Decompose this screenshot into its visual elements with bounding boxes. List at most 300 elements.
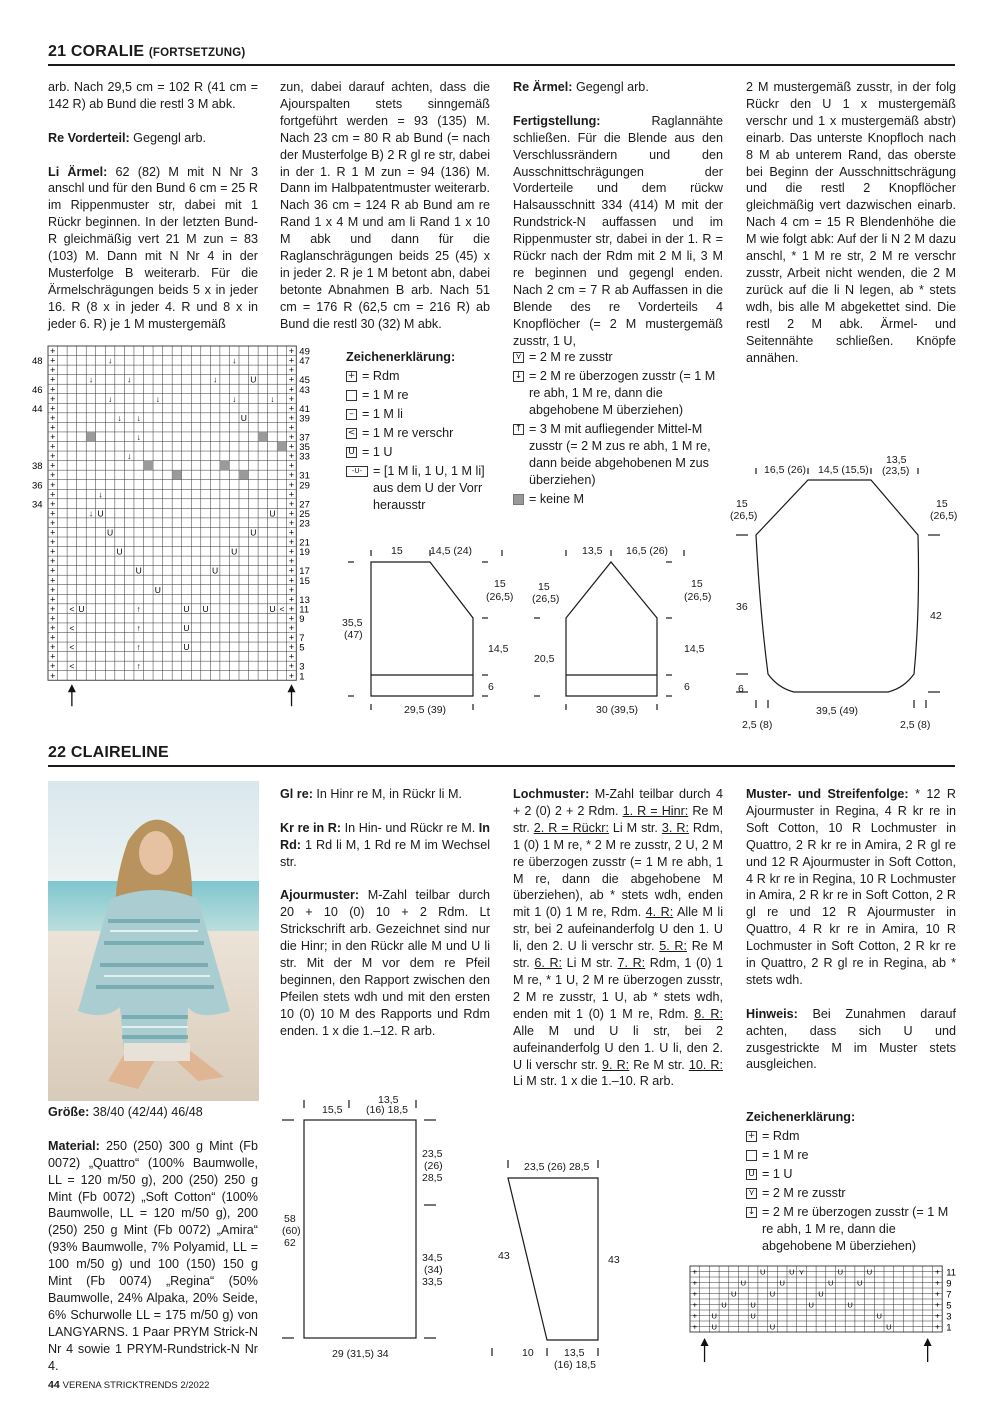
magazine-name: VERENA STRICKTRENDS 2/2022 <box>62 1380 210 1391</box>
size-material-column <box>48 1104 258 1374</box>
stitch-symbol-icon: < <box>69 661 75 672</box>
legend-symbol-icon: U <box>746 1169 757 1180</box>
stitch-symbol-icon: U <box>711 1322 717 1332</box>
stitch-symbol-icon: ↓ <box>88 508 94 519</box>
stitch-symbol-icon: U <box>837 1267 844 1277</box>
stitch-symbol-icon: U <box>183 603 190 614</box>
edge-stitch-icon: + <box>50 613 56 624</box>
legend-symbol-icon: ↓ <box>514 371 523 382</box>
dim-label: 2,5 (8) <box>900 719 931 731</box>
legend-text: = Rdm <box>362 368 400 383</box>
dim-label: (26,5) <box>684 591 712 603</box>
stitch-symbol-icon: U <box>183 623 190 633</box>
edge-stitch-icon: + <box>935 1322 940 1332</box>
stitch-symbol-icon: U <box>154 584 161 595</box>
dim-label: 14,5 (15,5) <box>818 464 869 476</box>
stitch-symbol-icon: U <box>808 1300 814 1310</box>
stitch-symbol-icon: U <box>779 1278 785 1288</box>
edge-stitch-icon: + <box>288 346 295 357</box>
legend-item <box>746 1166 958 1183</box>
stitch-symbol-icon: U <box>769 1322 776 1332</box>
legend-text: = 1 M re <box>762 1148 809 1162</box>
text-column-3 <box>513 79 723 349</box>
edge-stitch-icon: + <box>935 1311 940 1321</box>
row-number: 39 <box>299 413 310 425</box>
edge-stitch-icon: + <box>288 508 295 519</box>
row-number: 47 <box>299 356 310 368</box>
legend-symbol-icon: ↑ <box>514 424 523 434</box>
schematic-front-piece <box>338 540 518 720</box>
edge-stitch-icon: + <box>288 441 295 452</box>
text: M-Zahl teilbar durch 4 + 2 (0) 2 + 2 Rdm. <box>513 787 723 818</box>
legend-symbol-icon: ⋎ <box>746 1188 757 1199</box>
legend-item <box>346 425 496 442</box>
legend-symbol-icon: -U- <box>346 466 368 477</box>
dim-label: 43 <box>498 1250 510 1262</box>
row-number: 29 <box>299 480 310 492</box>
row-number: 5 <box>299 642 305 654</box>
row-number: 31 <box>299 470 310 482</box>
pattern-number-title: 22 CLAIRELINE <box>48 744 169 761</box>
legend-item <box>346 387 496 404</box>
material-paragraph <box>48 1138 258 1375</box>
dim-label: (34) <box>424 1264 443 1276</box>
photo-illustration <box>48 781 259 1101</box>
row-number: 37 <box>299 432 310 444</box>
dim-label: 15,5 <box>322 1104 343 1116</box>
stitch-symbol-icon: U <box>789 1267 795 1277</box>
pattern-number-title: 21 CORALIE <box>48 43 145 60</box>
row-number: 25 <box>299 508 310 520</box>
text: Bei Zunahmen darauf achten, dass sich U und zusgestrickte M im Muster stets ausgleichen. <box>746 1006 956 1072</box>
text: Rdm, 1 (0) 1 M re, * 2 M re zusstr, 2 U, 2 M re überzogen zusstr (= 1 M re abh, 1 M re, dann die abgehobene M überziehen), ab * stets wdh, enden mit 1 (0) 1 M re, Rdm. <box>513 820 723 920</box>
paragraph: 2 M mustergemäß zusstr, in der folg Rückr den U 1 x mustergemäß verschr und 1 x mustergemäß abstr) einarb. Das unterste Knopfloch nach 8 M ab unterem Rand, das oberste bei Beginn der Ausschnittschrägung und die restl 2 Knopflöcher gleichmäßig vert dazwischen einarb. Nach 4 cm = 15 R Blendenhöhe die M wie folgt abk: Auf der li N 2 M dazu anschl, * 1 M re str, 2 M re verschr zusstr, Arbeit nicht wenden, die 2 M zurück auf die li N legen, ab * stets wdh, bis alle M abgekettet sind. Die restl 2 M abk. Ärmel- und Seitennähte schließen. Knöpfe annähen. <box>746 80 956 365</box>
edge-stitch-icon: + <box>50 556 56 567</box>
stitch-symbol-icon: U <box>135 565 142 576</box>
stitch-symbol-icon: U <box>769 1289 776 1299</box>
page-number: 44 <box>48 1379 60 1391</box>
edge-stitch-icon: + <box>50 432 56 442</box>
legend-text: = 2 M re überzogen zusstr (= 1 M re abh, 1 M re, dann die abgehobene M überziehen) <box>762 1205 949 1254</box>
edge-stitch-icon: + <box>288 498 295 509</box>
label: Größe: <box>48 1105 90 1119</box>
dim-label: 14,5 <box>488 643 509 655</box>
stitch-symbol-icon: U <box>721 1300 727 1310</box>
edge-stitch-icon: + <box>50 346 56 357</box>
stitch-symbol-icon: < <box>69 603 75 614</box>
dim-label: (60) <box>282 1225 301 1237</box>
edge-stitch-icon: + <box>50 594 56 605</box>
edge-stitch-icon: + <box>288 565 295 576</box>
legend-symbol-icon <box>513 494 524 505</box>
edge-stitch-icon: + <box>50 374 56 385</box>
stitch-symbol-icon: U <box>250 374 257 385</box>
schematic-sleeve-2 <box>490 1148 640 1373</box>
edge-stitch-icon: + <box>288 556 295 567</box>
legend-text: = 1 M re verschr <box>362 426 454 441</box>
legend-item <box>513 368 723 419</box>
paragraph <box>48 130 258 147</box>
legend-item <box>346 444 496 461</box>
legend-item <box>513 491 723 508</box>
text: Li M str. <box>608 820 662 835</box>
edge-stitch-icon: + <box>288 575 295 586</box>
text: Alle M li str, bei 2 aufeinanderfolg U den 1. U li, den 2. U li verschr str. <box>513 905 723 954</box>
row-number: 7 <box>299 633 305 645</box>
arrow-head-icon <box>701 1338 709 1346</box>
row-number: 11 <box>946 1267 957 1279</box>
legend-text: = 1 U <box>762 1167 793 1182</box>
stitch-symbol-icon: U <box>269 603 276 614</box>
edge-stitch-icon: + <box>288 517 295 528</box>
no-stitch-cell <box>172 470 182 480</box>
legend-symbol-icon: + <box>347 370 356 381</box>
edge-stitch-icon: + <box>288 594 295 605</box>
label: Gl re: <box>280 787 313 801</box>
row-number: 35 <box>299 442 310 454</box>
arrow-head-icon <box>68 684 76 692</box>
dim-label: (26,5) <box>486 591 514 603</box>
stitch-symbol-icon: ↓ <box>107 355 113 366</box>
stitch-symbol-icon: U <box>78 603 85 614</box>
label: Hinweis: <box>746 1006 798 1021</box>
arrow-head-icon <box>288 684 296 692</box>
legend-item <box>746 1185 958 1202</box>
edge-stitch-icon: + <box>50 470 56 481</box>
text: Rdm, 1 (0) 1 M re, * 1 U, 2 M re überzogen zusstr, 2 M re zusstr, 1 U, ab * stets wdh, enden mit 1 (0) 1 M re, Rdm. <box>513 956 723 1021</box>
edge-stitch-icon: + <box>288 603 295 614</box>
legend-item <box>746 1128 958 1145</box>
stitch-symbol-icon: U <box>857 1278 863 1288</box>
row-number: 3 <box>946 1311 952 1323</box>
stitch-symbol-icon: U <box>97 508 104 519</box>
no-stitch-cell <box>220 461 230 471</box>
stitch-symbol-icon: ↓ <box>136 432 141 442</box>
edge-stitch-icon: + <box>50 546 56 557</box>
edge-stitch-icon: + <box>288 470 295 481</box>
continuation-label: (FORTSETZUNG) <box>148 47 246 59</box>
legend-symbol-icon: ↓ <box>747 1207 756 1218</box>
stitch-symbol-icon: U <box>750 1311 756 1321</box>
dim-label: 2,5 (8) <box>742 719 773 731</box>
stitch-symbol-icon: ↓ <box>155 393 160 404</box>
chart-grid <box>688 1262 958 1362</box>
edge-stitch-icon: + <box>288 623 295 633</box>
label: Material: <box>48 1138 100 1153</box>
edge-stitch-icon: + <box>50 422 56 433</box>
legend-text: = 3 M mit aufliegender Mittel-M zusstr (= 2 M zus re abh, 1 M re, dann beide abgehobenen M zus überziehen) <box>529 422 711 487</box>
legend-symbol-icon <box>346 390 357 401</box>
stitch-symbol-icon: U <box>740 1278 747 1288</box>
row-number: 34 <box>32 499 43 511</box>
dim-label: 6 <box>488 681 494 693</box>
no-stitch-cell <box>239 470 249 480</box>
label: Muster- und Streifenfolge: <box>746 787 909 801</box>
stitch-symbol-icon: U <box>250 527 257 538</box>
stitch-symbol-icon: ↓ <box>88 374 94 385</box>
dim-label: 30 (39,5) <box>596 704 639 716</box>
dim-label: 6 <box>684 681 690 693</box>
legend-symbol-icon <box>746 1150 757 1161</box>
dim-label: 36 <box>736 601 748 613</box>
paragraph: arb. Nach 29,5 cm = 102 R (41 cm = 142 R) ab Bund die restl 3 M abk. <box>48 80 258 111</box>
text: 62 (82) M mit N Nr 3 anschl und für den Bund 6 cm = 25 R im Rippenmuster str, dabei mit 1 Rückr beginnen. In der letzten Bund-R gleichmäßig vert 21 M zun = 83 (103) M. Dann mit N Nr 4 in der Musterfolge B weiterarb. Für die Ärmelschrägungen beids 5 x in jeder 16. R (8 x in jeder 4. R und 8 x in jeder 6. R) je 1 M mustergemäß <box>48 164 258 331</box>
legend-item <box>513 349 723 366</box>
label: Li Ärmel: <box>48 164 108 179</box>
symbol-legend-1 <box>346 349 496 516</box>
text: In Hin- und Rückr re M. <box>341 820 479 835</box>
dim-label: 14,5 <box>684 643 705 655</box>
dim-label: 16,5 (26) <box>764 464 807 476</box>
edge-stitch-icon: + <box>50 489 56 500</box>
text-column-1 <box>48 79 258 333</box>
page-footer <box>48 1377 209 1395</box>
header-rule <box>48 765 955 767</box>
row-ref: 3. R: <box>661 820 689 835</box>
label: Re Vorderteil: <box>48 130 130 145</box>
label: In Rd: <box>280 820 490 852</box>
paragraph <box>48 164 258 333</box>
row-number: 19 <box>299 547 310 559</box>
symbol-legend-3 <box>746 1109 958 1257</box>
edge-stitch-icon: + <box>50 661 56 672</box>
edge-stitch-icon: + <box>692 1278 698 1288</box>
edge-stitch-icon: + <box>50 479 56 490</box>
dim-label: 16,5 (26) <box>626 545 669 557</box>
legend-item <box>346 463 496 514</box>
dim-label: 13,5 <box>564 1347 585 1359</box>
stitch-symbol-icon: ↓ <box>213 374 218 385</box>
legend-item <box>346 368 496 385</box>
text: Gegengl arb. <box>129 130 206 145</box>
row-number: 27 <box>299 499 310 511</box>
edge-stitch-icon: + <box>288 422 295 433</box>
row-ref: 10. R: <box>688 1057 723 1072</box>
dim-label: 15 <box>691 578 703 590</box>
stitch-symbol-icon: U <box>212 565 219 576</box>
edge-stitch-icon: + <box>50 651 56 662</box>
edge-stitch-icon: + <box>50 403 56 414</box>
row-number: 13 <box>299 594 310 606</box>
edge-stitch-icon: + <box>50 412 56 423</box>
text: Re M str. <box>629 1057 689 1072</box>
dim-label: 34,5 <box>422 1252 443 1264</box>
edge-stitch-icon: + <box>935 1300 940 1310</box>
legend-text: = 1 M li <box>362 407 403 422</box>
dim-label: (26,5) <box>532 593 560 605</box>
edge-stitch-icon: + <box>935 1267 940 1277</box>
dim-label: (47) <box>344 629 363 641</box>
paragraph <box>746 1006 956 1074</box>
dim-label: 15 <box>936 498 948 510</box>
row-ref: 5. R: <box>659 939 688 954</box>
stitch-symbol-icon: U <box>269 508 276 519</box>
stitch-symbol-icon: U <box>116 546 123 557</box>
dim-label: 10 <box>522 1347 534 1359</box>
text: Re M str. <box>513 939 723 971</box>
legend-text: = keine M <box>529 491 584 506</box>
legend-text: = Rdm <box>762 1128 800 1143</box>
row-number: 45 <box>299 375 310 387</box>
row-number: 48 <box>32 356 43 368</box>
edge-stitch-icon: + <box>288 479 295 490</box>
symbol-legend-2 <box>513 349 723 510</box>
dim-label: 15 <box>391 545 403 557</box>
row-number: 44 <box>32 403 43 415</box>
dim-label: 23,5 <box>422 1148 443 1160</box>
dim-label: 42 <box>930 610 942 622</box>
legend-text: = 2 M re zusstr <box>529 350 613 364</box>
row-number: 43 <box>299 384 310 396</box>
row-number: 9 <box>946 1278 952 1290</box>
schematic-sleeve <box>728 452 960 734</box>
row-number: 1 <box>299 671 305 683</box>
pattern-column-2 <box>280 786 490 1040</box>
edge-stitch-icon: + <box>50 384 56 395</box>
edge-stitch-icon: + <box>288 661 295 672</box>
dim-label: 20,5 <box>534 653 555 665</box>
edge-stitch-icon: + <box>288 489 295 500</box>
dim-label: 13,5 <box>378 1094 399 1106</box>
edge-stitch-icon: + <box>692 1300 698 1310</box>
label: Lochmuster: <box>513 787 590 801</box>
legend-text: = 2 M re zusstr <box>762 1186 846 1201</box>
row-ref: 7. R: <box>617 956 646 971</box>
row-number: 1 <box>946 1322 952 1334</box>
stitch-symbol-icon: U <box>202 603 209 614</box>
edge-stitch-icon: + <box>288 537 295 548</box>
chart-grid <box>30 342 330 730</box>
stitch-symbol-icon: ↓ <box>98 489 103 500</box>
dim-label: (26) <box>424 1160 443 1172</box>
no-stitch-cell <box>277 442 287 452</box>
dim-label: (23,5) <box>882 465 910 477</box>
paragraph <box>513 113 723 350</box>
edge-stitch-icon: + <box>288 365 295 376</box>
dim-label: 28,5 <box>422 1172 443 1184</box>
edge-stitch-icon: + <box>288 432 295 442</box>
row-number: 15 <box>299 575 310 587</box>
edge-stitch-icon: + <box>50 355 56 366</box>
row-number: 21 <box>299 537 310 549</box>
stitch-symbol-icon: U <box>730 1289 737 1299</box>
stitch-symbol-icon: ↓ <box>107 393 113 404</box>
schematic-body <box>276 1086 456 1368</box>
stitch-symbol-icon: U <box>107 527 114 538</box>
stitch-symbol-icon: U <box>818 1289 824 1299</box>
edge-stitch-icon: + <box>288 412 295 423</box>
legend-item <box>346 406 496 423</box>
stitch-symbol-icon: ↓ <box>232 393 237 404</box>
legend-text: = [1 M li, 1 U, 1 M li] aus dem U der Vorr herausstr <box>373 464 485 513</box>
paragraph: zun, dabei darauf achten, dass die Ajourspalten stets sinngemäß fortgeführt werden = 93 (135) M. Nach 23 cm = 80 R ab Bund (= nach der Musterfolge B) 2 R gl re str, dabei in der 1. R 1 M zun = 94 (136) M. Dann im Halbpatentmuster weiterarb. Nach 36 cm = 124 R ab Bund am re Rand 1 x 4 M und am li Rand 1 x 10 M abk und dann für die Raglanschrägungen beids 25 (45) x in jeder 2. R je 1 M betont abn, dabei betonte Abnahmen B arb. Nach 51 cm = 176 R (62,5 cm = 216 R) ab Bund die restl 30 (32) M abk. <box>280 80 490 331</box>
edge-stitch-icon: + <box>50 460 56 471</box>
edge-stitch-icon: + <box>50 565 56 576</box>
text: * 12 R Ajourmuster in Regina, 4 R kr re in Soft Cotton, 10 R Lochmuster in Quattro, 2 R kr re in Amira, 2 R gl re und 12 R Ajourmuster in Soft Cotton, 4 R kr re in Regina, 10 R Lochmuster in Amira, 2 R kr re in Soft Cotton, 2 R gl re und 12 R Ajourmuster in Quattro, 4 R kr re in Amira, 10 R Lochmuster in Soft Cotton, 2 R kr re in Quattro, 2 R gl re in Regina, ab * stets wdh. <box>746 787 956 987</box>
text-column-2 <box>280 79 490 333</box>
text: Alle M und U li str, bei 2 aufeinanderfolg U den 1. U li, den 2. U li verschr str. <box>513 1023 723 1072</box>
dim-label: 35,5 <box>342 617 363 629</box>
no-stitch-cell <box>144 461 154 471</box>
label: Fertigstellung: <box>513 113 601 128</box>
edge-stitch-icon: + <box>692 1311 698 1321</box>
pattern-column-3 <box>513 786 723 1090</box>
size-paragraph <box>48 1104 258 1121</box>
edge-stitch-icon: + <box>50 441 56 452</box>
paragraph <box>280 786 490 803</box>
dim-label: 6 <box>738 683 744 695</box>
edge-stitch-icon: + <box>288 527 295 538</box>
edge-stitch-icon: + <box>288 546 295 557</box>
legend-symbol-icon: – <box>346 409 357 420</box>
stitch-symbol-icon: U <box>760 1267 766 1277</box>
lochmuster-paragraph <box>513 786 723 1090</box>
text: Li M str. 1 x die 1.–10. R arb. <box>513 1074 674 1089</box>
arrow-head-icon <box>924 1338 932 1346</box>
edge-stitch-icon: + <box>50 584 56 595</box>
edge-stitch-icon: + <box>692 1267 698 1277</box>
row-number: 41 <box>299 403 310 415</box>
edge-stitch-icon: + <box>50 623 56 633</box>
edge-stitch-icon: + <box>50 670 56 681</box>
stitch-symbol-icon: < <box>69 623 75 633</box>
stitch-symbol-icon: ↑ <box>136 642 141 653</box>
dim-label: 58 <box>284 1213 296 1225</box>
legend-title: Zeichenerklärung: <box>346 350 456 364</box>
row-number: 11 <box>299 604 310 616</box>
row-ref: 2. R = Rückr: <box>533 820 609 835</box>
dim-label: 15 <box>736 498 748 510</box>
legend-item <box>746 1204 958 1255</box>
dim-label: (26,5) <box>730 510 758 522</box>
edge-stitch-icon: + <box>288 584 295 595</box>
legend-text: = 1 M re <box>362 388 409 402</box>
row-ref: 1. R = Hinr: <box>622 803 689 818</box>
edge-stitch-icon: + <box>50 393 56 404</box>
label: Kr re in R: <box>280 820 342 835</box>
stitch-symbol-icon: U <box>886 1322 892 1332</box>
pattern-column-4 <box>746 786 956 1073</box>
stitch-symbol-icon: U <box>240 412 247 423</box>
paragraph <box>280 887 490 1039</box>
legend-symbol-icon: U <box>346 447 357 458</box>
dim-label: 29,5 (39) <box>404 704 447 716</box>
dim-label: 29 (31,5) 34 <box>332 1348 389 1360</box>
no-stitch-cell <box>258 432 268 442</box>
stitch-symbol-icon: ↓ <box>127 374 132 385</box>
dim-label: 13,5 <box>582 545 603 557</box>
edge-stitch-icon: + <box>288 642 295 653</box>
edge-stitch-icon: + <box>288 374 295 385</box>
legend-item <box>746 1147 958 1164</box>
legend-text: = 1 U <box>362 445 393 460</box>
edge-stitch-icon: + <box>288 393 295 404</box>
dim-label: (26,5) <box>930 510 958 522</box>
edge-stitch-icon: + <box>288 651 295 662</box>
paragraph <box>746 786 956 989</box>
row-number: 46 <box>32 384 43 396</box>
row-number: 7 <box>946 1289 952 1301</box>
legend-symbol-icon: ⋎ <box>513 352 524 363</box>
stitch-symbol-icon: ↓ <box>127 451 132 462</box>
edge-stitch-icon: + <box>288 384 295 395</box>
dim-label: (16) 18,5 <box>366 1104 409 1116</box>
edge-stitch-icon: + <box>50 498 56 509</box>
edge-stitch-icon: + <box>50 642 56 653</box>
dim-label: 33,5 <box>422 1276 443 1288</box>
knitting-chart-2 <box>688 1262 958 1362</box>
stitch-symbol-icon: U <box>231 546 238 557</box>
